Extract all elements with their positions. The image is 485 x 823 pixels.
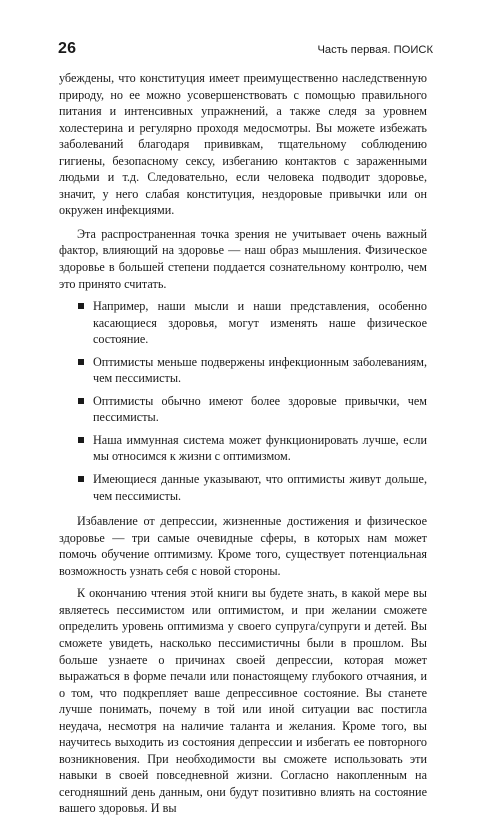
square-bullet-icon — [78, 437, 84, 443]
square-bullet-icon — [78, 398, 84, 404]
bullet-text: Оптимисты обычно имеют более здоровые привычки, чем пессимисты. — [93, 393, 427, 425]
paragraph-viewpoint: Эта распространенная точка зрения не учитывает очень важный фактор, влияющий на здоровье — наш образ мышления. Физическое здоровье в большей степени поддается сознательному контролю, чем это принято считать. — [59, 226, 427, 291]
paragraph-by-end-of-book: К окончанию чтения этой книги вы будете знать, в какой мере вы являетесь пессимистом или оптимистом, и при желании сможете определить уровень оптимизма у своего супруга/супруги и детей. Вы сможете увидеть, насколько пессимистичны были в прошлом. Вы больше узнаете о причинах своей депрессии, которая может выражаться в форме печали или понастоящему глубокого отчаяния, и о том, что подкрепляет ваше депрессивное состояние. Вы станете лучше понимать, почему в той или иной ситуации вас постигла неудача, несмотря на наличие таланта и желания. Кроме того, вы научитесь выходить из состояния депрессии и избегать ее повторного возникновения. При необходимости вы сможете использовать эти навыки в своей повседневной жизни. Согласно накопленным на сегодняшний день данным, они будут позитивно влиять на состояние вашего здоровья. И вы — [59, 586, 427, 816]
body-text — [59, 70, 427, 823]
paragraph-continued: убеждены, что конституция имеет преимущественно наследственную природу, но ее можно усовершенствовать с помощью правильного питания и интенсивных упражнений, а также следя за уровнем холестерина и регулярно проходя медосмотры. Вы можете избежать заболеваний благодаря прививкам, тщательному соблюдению гигиены, безопасному сексу, избеганию контактов с зараженными людьми и т.д. Следовательно, если человека подводит здоровье, значит, у него слабая конституция, нездоровые привычки или он окружен инфекциями. — [59, 71, 427, 218]
bullet-item — [78, 354, 427, 387]
bullet-item — [78, 471, 427, 504]
page-number: 26 — [58, 40, 77, 57]
page-header — [58, 40, 433, 60]
square-bullet-icon — [78, 303, 84, 309]
square-bullet-icon — [78, 476, 84, 482]
bullet-item — [78, 393, 427, 426]
paragraph-spheres: Избавление от депрессии, жизненные достижения и физическое здоровье — три самые очевидные сферы, в которых нам может помочь обучение оптимизму. Кроме того, существует потенциальная возможность узнать себя с новой стороны. — [59, 514, 427, 578]
bullet-text: Оптимисты меньше подвержены инфекционным заболеваниям, чем пессимисты. — [93, 354, 427, 386]
bullet-list — [59, 298, 427, 504]
bullet-item — [78, 432, 427, 465]
bullet-text: Например, наши мысли и наши представления, особенно касающиеся здоровья, могут изменять наше физическое состояние. — [93, 299, 427, 347]
running-head: Часть первая. ПОИСК — [317, 44, 433, 56]
bullet-text: Имеющиеся данные указывают, что оптимисты живут дольше, чем пессимисты. — [93, 472, 427, 503]
bullet-text: Наша иммунная система может функционировать лучше, если мы относимся к жизни с оптимизмом. — [93, 432, 427, 464]
bullet-item — [78, 298, 427, 348]
square-bullet-icon — [78, 359, 84, 365]
